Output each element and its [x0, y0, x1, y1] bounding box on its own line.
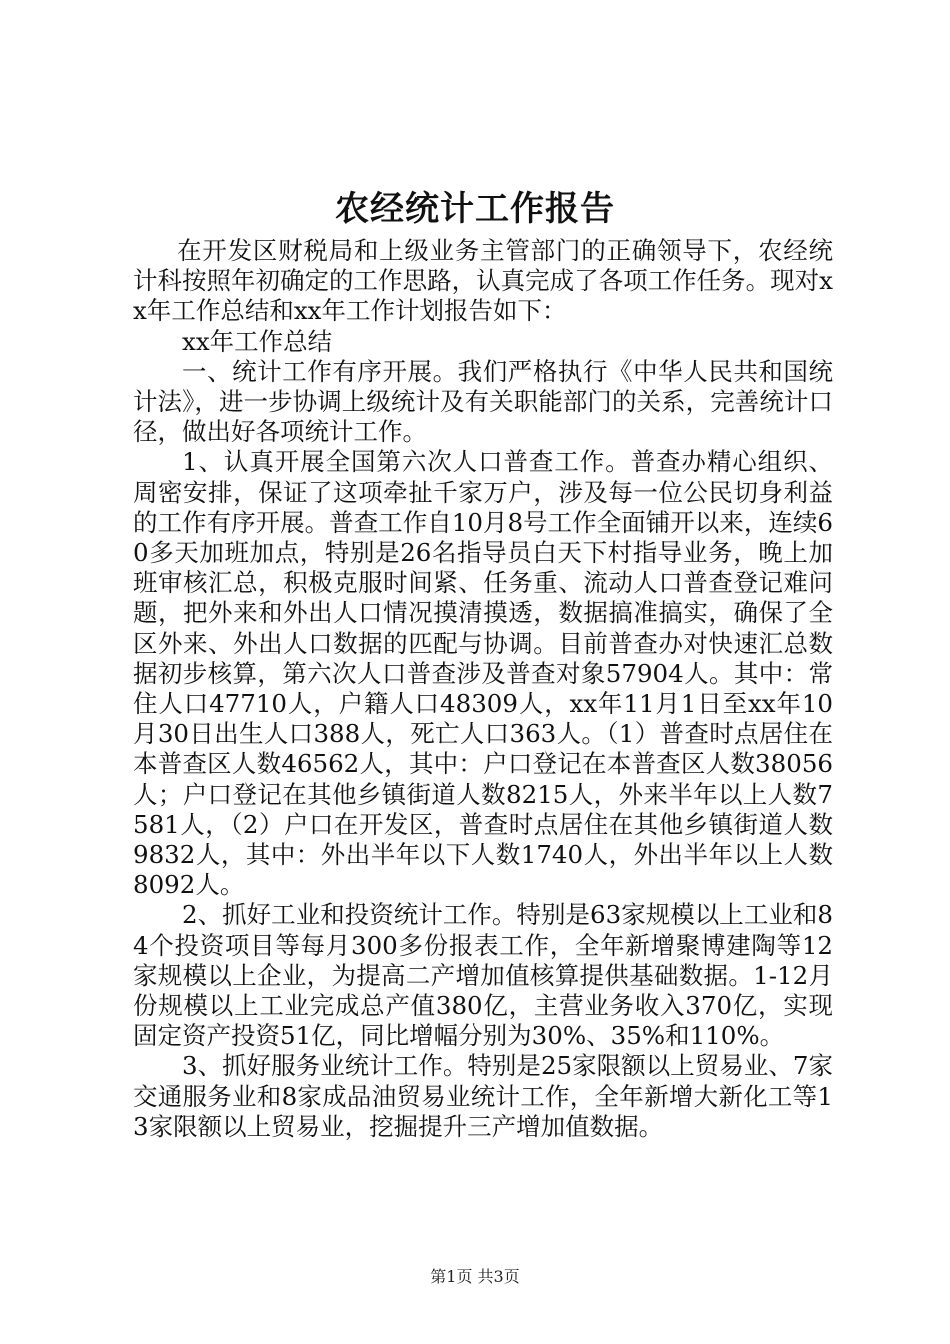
paragraph-section-heading: xx年工作总结: [182, 326, 333, 356]
paragraph-industry-investment: 2、抓好工业和投资统计工作。特别是63家规模以上工业和84个投资项目等每月300多份报表工作，全年新增聚博建陶等12家规模以上企业，为提高二产增加值核算提供基础数据。1-12月份规模以上工业完成总产值380亿，主营业务收入370亿，实现固定资产投资51亿，同比增幅分别为30%、35%和110%。: [133, 900, 833, 1051]
paragraph-service-industry: 3、抓好服务业统计工作。特别是25家限额以上贸易业、7家交通服务业和8家成品油贸易业统计工作，全年新增大新化工等13家限额以上贸易业，挖掘提升三产增加值数据。: [133, 1051, 833, 1141]
document-title: 农经统计工作报告: [335, 189, 615, 229]
page-footer: 第1页 共3页: [430, 1267, 520, 1286]
paragraph-statistics-overview: 一、统计工作有序开展。我们严格执行《中华人民共和国统计法》，进一步协调上级统计及有关职能部门的关系，完善统计口径，做出好各项统计工作。: [133, 356, 833, 447]
paragraph-census: 1、认真开展全国第六次人口普查工作。普查办精心组织、周密安排，保证了这项牵扯千家万户，涉及每一位公民切身利益的工作有序开展。普查工作自10月8号工作全面铺开以来，连续60多天加班加点，特别是26名指导员白天下村指导业务，晚上加班审核汇总，积极克服时间紧、任务重、流动人口普查登记难问题，把外来和外出人口情况摸清摸透，数据搞准搞实，确保了全区外来、外出人口数据的匹配与协调。目前普查办对快速汇总数据初步核算，第六次人口普查涉及普查对象57904人。其中：常住人口47710人，户籍人口48309人，xx年11月1日至xx年10月30日出生人口388人，死亡人口363人。（1）普查时点居住在本普查区人数46562人，其中：户口登记在本普查区人数38056人；户口登记在其他乡镇街道人数8215人，外来半年以上人数7581人，（2）户口在开发区，普查时点居住在其他乡镇街道人数9832人，其中：外出半年以下人数1740人，外出半年以上人数8092人。: [133, 447, 833, 900]
document-body: [133, 236, 833, 1142]
paragraph-intro: 在开发区财税局和上级业务主管部门的正确领导下，农经统计科按照年初确定的工作思路，认真完成了各项工作任务。现对xx年工作总结和xx年工作计划报告如下：: [133, 236, 833, 326]
